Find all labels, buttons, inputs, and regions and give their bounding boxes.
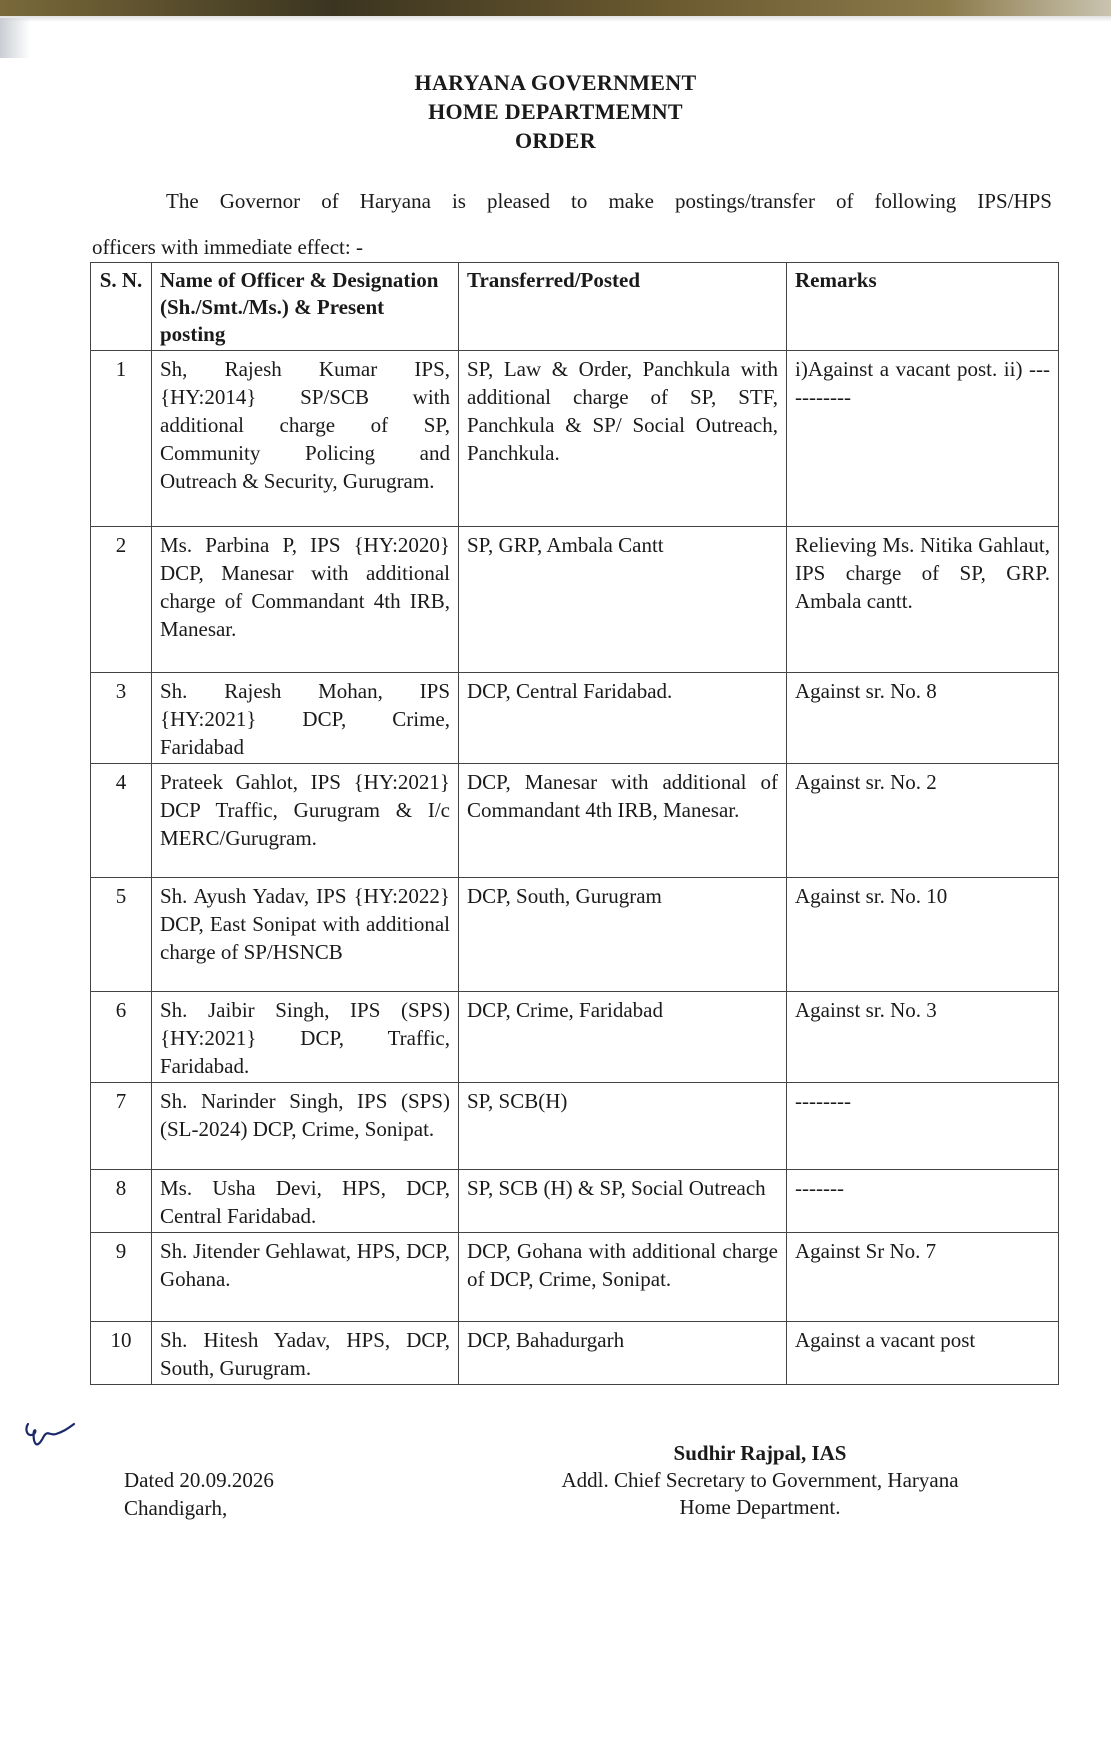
cell-remarks: ------- <box>787 1170 1059 1233</box>
cell-posted: DCP, Manesar with additional of Commandant 4th IRB, Manesar. <box>459 764 787 878</box>
cell-remarks: i)Against a vacant post. ii) ----------- <box>787 351 1059 527</box>
intro-line-1: The Governor of Haryana is pleased to make postings/transfer of following IPS/HPS <box>166 189 1052 213</box>
cell-remarks: Relieving Ms. Nitika Gahlaut, IPS charge of SP, GRP. Ambala cantt. <box>787 527 1059 673</box>
header-sn: S. N. <box>91 263 152 351</box>
cell-name: Sh. Jaibir Singh, IPS (SPS) {HY:2021} DCP, Traffic, Faridabad. <box>152 992 459 1083</box>
cell-remarks: Against sr. No. 2 <box>787 764 1059 878</box>
intro-line-2: officers with immediate effect: - <box>92 235 363 259</box>
cell-sn: 1 <box>91 351 152 527</box>
scan-shadow <box>0 18 30 58</box>
cell-posted: DCP, Bahadurgarh <box>459 1322 787 1385</box>
cell-name: Sh, Rajesh Kumar IPS, {HY:2014} SP/SCB with additional charge of SP, Community Policing and Outreach & Security, Gurugram. <box>152 351 459 527</box>
cell-sn: 9 <box>91 1233 152 1322</box>
cell-remarks: Against sr. No. 8 <box>787 673 1059 764</box>
cell-remarks: Against sr. No. 3 <box>787 992 1059 1083</box>
cell-sn: 2 <box>91 527 152 673</box>
table-row <box>91 1170 1059 1233</box>
cell-posted: DCP, Crime, Faridabad <box>459 992 787 1083</box>
cell-remarks: -------- <box>787 1083 1059 1170</box>
header-remarks: Remarks <box>787 263 1059 351</box>
table-row <box>91 351 1059 527</box>
signatory-block <box>520 1440 1000 1521</box>
cell-remarks: Against sr. No. 10 <box>787 878 1059 992</box>
cell-sn: 7 <box>91 1083 152 1170</box>
cell-name: Sh. Narinder Singh, IPS (SPS) (SL-2024) DCP, Crime, Sonipat. <box>152 1083 459 1170</box>
heading-department: HOME DEPARTMEMNT <box>428 99 683 124</box>
table-row <box>91 1233 1059 1322</box>
date-line: Dated 20.09.2026 <box>124 1468 274 1492</box>
date-place-block <box>124 1466 274 1522</box>
cell-name: Sh. Jitender Gehlawat, HPS, DCP, Gohana. <box>152 1233 459 1322</box>
cell-sn: 6 <box>91 992 152 1083</box>
cell-posted: DCP, South, Gurugram <box>459 878 787 992</box>
header-posted: Transferred/Posted <box>459 263 787 351</box>
heading-government: HARYANA GOVERNMENT <box>414 70 697 95</box>
cell-posted: SP, Law & Order, Panchkula with additional charge of SP, STF, Panchkula & SP/ Social Outreach, Panchkula. <box>459 351 787 527</box>
cell-name: Sh. Rajesh Mohan, IPS {HY:2021} DCP, Crime, Faridabad <box>152 673 459 764</box>
table-header-row <box>91 263 1059 351</box>
cell-posted: SP, SCB (H) & SP, Social Outreach <box>459 1170 787 1233</box>
cell-name: Ms. Parbina P, IPS {HY:2020} DCP, Manesar with additional charge of Commandant 4th IRB, Manesar. <box>152 527 459 673</box>
cell-sn: 3 <box>91 673 152 764</box>
cell-sn: 8 <box>91 1170 152 1233</box>
cell-name: Sh. Hitesh Yadav, HPS, DCP, South, Gurugram. <box>152 1322 459 1385</box>
cell-name: Prateek Gahlot, IPS {HY:2021} DCP Traffic, Gurugram & I/c MERC/Gurugram. <box>152 764 459 878</box>
signatory-department: Home Department. <box>679 1495 841 1519</box>
heading-order: ORDER <box>515 128 596 153</box>
cell-posted: DCP, Central Faridabad. <box>459 673 787 764</box>
initials-signature <box>22 1414 82 1454</box>
cell-remarks: Against Sr No. 7 <box>787 1233 1059 1322</box>
cell-sn: 5 <box>91 878 152 992</box>
cell-posted: DCP, Gohana with additional charge of DCP, Crime, Sonipat. <box>459 1233 787 1322</box>
table-row <box>91 673 1059 764</box>
table-row <box>91 527 1059 673</box>
cell-remarks: Against a vacant post <box>787 1322 1059 1385</box>
cell-posted: SP, GRP, Ambala Cantt <box>459 527 787 673</box>
signatory-name: Sudhir Rajpal, IAS <box>673 1441 847 1465</box>
scanned-top-edge <box>0 0 1111 16</box>
header-name: Name of Officer & Designation (Sh./Smt./Ms.) & Present posting <box>152 263 459 351</box>
table-row <box>91 1083 1059 1170</box>
table-row <box>91 878 1059 992</box>
cell-sn: 4 <box>91 764 152 878</box>
place-line: Chandigarh, <box>124 1496 228 1520</box>
table-row <box>91 764 1059 878</box>
table-row <box>91 1322 1059 1385</box>
cell-name: Ms. Usha Devi, HPS, DCP, Central Faridabad. <box>152 1170 459 1233</box>
cell-sn: 10 <box>91 1322 152 1385</box>
transfer-table <box>90 262 1059 1385</box>
cell-name: Sh. Ayush Yadav, IPS {HY:2022} DCP, East Sonipat with additional charge of SP/HSNCB <box>152 878 459 992</box>
intro-paragraph <box>92 178 1052 270</box>
document-heading <box>0 68 1111 155</box>
cell-posted: SP, SCB(H) <box>459 1083 787 1170</box>
table-row <box>91 992 1059 1083</box>
signatory-title: Addl. Chief Secretary to Government, Haryana <box>561 1468 959 1492</box>
